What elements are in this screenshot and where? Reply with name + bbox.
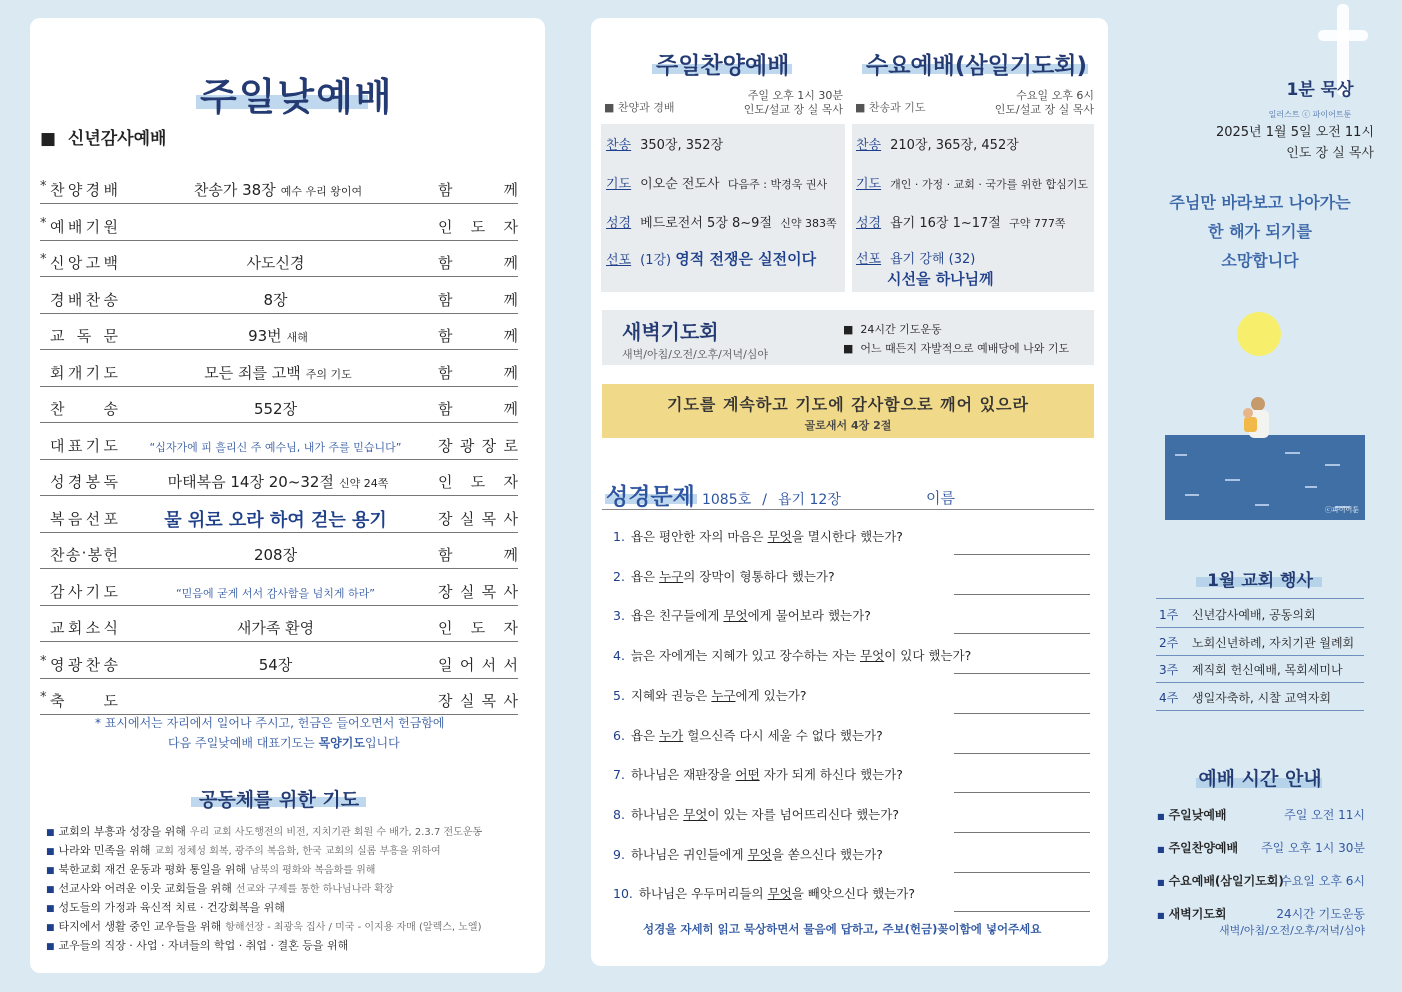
order-label: 찬 송 · 봉 헌 [50,544,118,564]
sunday-hymn: 찬송 350장, 352장 [606,138,724,153]
sunday-praise-info: 주일 오후 1시 30분 인도/설교 장 실 목사 [743,89,843,116]
prayer-item: ■ 북한교회 재건 운동과 평화 통일을 위해 남북의 평화와 복음화를 위해 [46,863,376,876]
order-content: 8장 [263,290,288,309]
answer-line[interactable] [954,911,1090,912]
wednesday-info: 수요일 오후 6시 인도/설교 장 실 목사 [994,89,1094,116]
order-row [40,359,518,387]
order-label: 예 배 기 원 [50,217,118,236]
order-label: 경 배 찬 송 [50,290,118,309]
service-date: 2025년 1월 5일 오전 11시 [1215,125,1374,140]
order-responsible: 인 도 자 [438,619,518,637]
answer-line[interactable] [954,633,1090,634]
event-row: 1주 신년감사예배, 공동의회 [1156,600,1364,628]
order-label: 찬 송 [50,400,118,418]
quiz-question: 4. 늙은 자에게는 지혜가 있고 장수하는 자는 무엇이 있다 했는가? [613,646,1090,680]
order-responsible: 함 께 [438,327,518,345]
order-content: 93번 새해 [248,327,308,345]
verse-box [602,384,1094,438]
prayer-item: ■ 나라와 민족을 위해 교회 정체성 회복, 광주의 복음화, 한국 교회의 실롬 부흥을 위하여 [46,844,441,857]
order-row [40,432,518,460]
service-name: ■ 신년감사예배 [40,129,167,149]
order-label: 대 표 기 도 [50,436,118,455]
quiz-header: 성경문제 1085호 / 욥기 12장 [606,484,841,510]
event-row: 2주 노회신년하례, 자치기관 월례회 [1156,628,1364,656]
quiz-number: 1085호 [701,492,752,508]
order-content: “믿음에 굳게 서서 감사함을 넘치게 하라” [176,586,375,600]
order-row [40,176,518,204]
order-content: 새가족 환영 [236,619,315,637]
wednesday-sermon-title: 시선을 하나님께 [887,270,994,288]
order-row [40,614,518,642]
service-leader: 인도 장 실 목사 [1286,146,1374,161]
sun-icon [1237,312,1281,356]
sunday-sermon: 선포 (1강) 영적 전쟁은 실전이다 [606,250,817,268]
answer-line[interactable] [954,753,1090,754]
worship-time-row: ■ 주일찬양예배 주일 오후 1시 30분 [1157,841,1365,855]
verse-text: 기도를 계속하고 기도에 감사함으로 깨어 있으라 [667,395,1029,414]
worship-time-row: ■ 주일낮예배 주일 오전 11시 [1157,808,1365,822]
order-responsible: 함 께 [438,254,518,272]
quiz-question: 10. 하나님은 우두머리들의 무엇을 빼앗으신다 했는가? [613,884,1090,918]
order-content: 마태복음 14장 20~32절 신약 24쪽 [167,473,389,491]
quiz-question: 3. 욥은 친구들에게 무엇에게 물어보라 했는가? [613,606,1090,640]
prayer-title: 공동체를 위한 기도 [199,789,360,811]
page-title: 주일낮예배 [200,75,394,119]
order-label: 감 사 기 도 [50,582,118,601]
order-row [40,249,518,277]
quiz-question: 8. 하나님은 무엇이 있는 자를 넘어뜨리신다 했는가? [613,805,1090,839]
answer-line[interactable] [954,713,1090,714]
order-content: “십자가에 피 흘리신 주 예수님, 내가 주를 믿습니다” [149,440,402,454]
wednesday-prayer: 기도 개인 · 가정 · 교회 · 국가를 위한 합심기도 [856,177,1088,192]
quiz-title: 성경문제 [606,484,695,510]
sunday-prayer: 기도 이오순 전도사 다음주 : 박경욱 권사 [606,177,828,192]
order-row [40,322,518,350]
wednesday-hymn: 찬송 210장, 365장, 452장 [856,138,1019,153]
wednesday-sub: ■ 찬송과 기도 [855,101,926,114]
order-responsible: 함 께 [438,363,518,382]
order-responsible: 인 도 자 [438,473,518,491]
quiz-footer: 성경을 자세히 읽고 묵상하면서 물음에 답하고, 주보(헌금)꽂이함에 넣어주세요 [643,922,1042,936]
order-row [40,213,518,241]
order-content: 54장 [258,655,293,674]
illustration-credit: 일러스트 ⓒ 파이어트툰 [1268,110,1352,119]
order-responsible: 장 실 목 사 [438,692,518,710]
order-content [120,216,436,234]
quiz-question: 2. 욥은 누구의 장막이 형통하다 했는가? [613,567,1090,601]
order-row [40,505,518,533]
order-star: * [40,690,47,705]
order-label: 신 앙 고 백 [50,254,118,272]
quiz-divider [602,509,1094,510]
answer-line[interactable] [954,872,1090,873]
order-row [40,651,518,679]
prayer-item: ■ 교회의 부흥과 성장을 위해 우리 교회 사도행전의 비전, 지치기관 회원 수 배가, 2.3.7 전도운동 [46,825,483,838]
jesus-child-figures-icon [1232,395,1278,441]
prayer-item: ■ 성도들의 가정과 육신적 치료 · 건강회복을 위해 [46,901,285,914]
prayer-item: ■ 타지에서 생활 중인 교우들을 위해 항해선장 - 최광욱 집사 / 미국 - 이지용 자매 (알렉스, 노엘) [46,920,482,933]
order-content: 사도신경 [246,254,305,272]
order-responsible: 장 광 장 로 [438,436,518,455]
order-content: 찬송가 38장 예수 우리 왕이여 [193,181,363,199]
order-label: 교 회 소 식 [50,619,118,637]
order-star: * [40,179,47,194]
verse-ref: 골로새서 4장 2절 [804,419,892,432]
prayer-item: ■ 교우들의 직장 · 사업 · 자녀들의 학업 · 취업 · 결혼 등을 위해 [46,939,349,952]
meditation-title: 1분 묵상 [1286,80,1354,100]
sunday-praise-title: 주일찬양예배 [656,53,790,79]
order-content: 552장 [253,400,298,418]
order-label: 복 음 선 포 [50,509,118,528]
order-responsible: 일 어 서 서 [438,655,518,674]
answer-line[interactable] [954,554,1090,555]
order-responsible: 함 께 [438,181,518,199]
order-row [40,578,518,606]
quiz-question: 9. 하나님은 귀인들에게 무엇을 쏟으신다 했는가? [613,845,1090,879]
dawn-prayer-title: 새벽기도회 [622,320,719,344]
service-date-block [1216,122,1374,164]
wednesday-title: 수요예배(삼일기도회) [866,53,1087,79]
next-prayer-note: 다음 주일낮예배 대표기도는 목양기도입니다 [168,736,400,750]
order-row [40,468,518,496]
order-label: 영 광 찬 송 [50,655,118,674]
order-content: 208장 [253,546,298,564]
order-row [40,687,518,715]
order-label: 축 도 [50,692,118,710]
answer-line[interactable] [954,832,1090,833]
order-content [120,690,436,708]
sunday-bible: 성경 베드로전서 5장 8~9절 신약 383쪽 [606,216,837,231]
prayer-list [46,823,482,956]
quiz-question: 5. 지혜와 권능은 누구에게 있는가? [613,686,1090,720]
dawn-prayer-sub: 새벽/아침/오전/오후/저녁/심야 [622,348,769,361]
illustration-signature: ⓒ파이어툰 [1325,506,1360,514]
meditation-message: 주님만 바라보고 나아가는 한 해가 되기를 소망합니다 [1169,193,1351,270]
wednesday-bible: 성경 욥기 16장 1~17절 구약 777쪽 [856,216,1066,231]
worship-time-row: ■ 새벽기도회 24시간 기도운동 새벽/아침/오전/오후/저녁/심야 [1157,907,1365,937]
order-content: 모든 죄를 고백 주의 기도 [204,363,352,382]
quiz-question: 6. 욥은 누가 헐으신즉 다시 세울 수 없다 했는가? [613,726,1090,760]
order-row [40,286,518,314]
quiz-book: 욥기 12장 [778,492,841,508]
answer-line[interactable] [954,673,1090,674]
quiz-question: 7. 하나님은 재판장을 어떤 자가 되게 하신다 했는가? [613,765,1090,799]
order-responsible: 함 께 [438,400,518,418]
event-row: 3주 제직회 헌신예배, 목회세미나 [1156,655,1364,683]
sunday-praise-sub: ■ 찬양과 경배 [604,101,675,114]
dawn-item-1: ■ 24시간 기도운동 [843,323,942,336]
event-row: 4주 생일자축하, 시찰 교역자회 [1156,683,1364,711]
order-content: 물 위로 오라 하여 걷는 용기 [164,509,387,531]
times-title: 예배 시간 안내 [1198,768,1322,790]
order-responsible: 함 께 [438,290,518,309]
order-responsible: 인 도 자 [438,217,518,236]
quiz-question: 1. 욥은 평안한 자의 마음은 무엇을 멸시한다 했는가? [613,527,1090,561]
order-label: 성 경 봉 독 [50,473,118,491]
order-label: 교 독 문 [50,327,118,345]
order-responsible: 함 께 [438,546,518,564]
order-row [40,395,518,423]
order-responsible: 장 실 목 사 [438,509,518,528]
dawn-item-2: ■ 어느 때든지 자발적으로 예배당에 나와 기도 [843,342,1070,355]
order-label: 회 개 기 도 [50,363,118,382]
quiz-name-label: 이름 [926,489,955,507]
answer-line[interactable] [954,792,1090,793]
order-star: * [40,252,47,267]
order-star: * [40,215,47,231]
order-row [40,541,518,569]
answer-line[interactable] [954,594,1090,595]
standing-note: * 표시에서는 자리에서 일어나 주시고, 헌금은 들어오면서 헌금함에 [95,716,445,730]
events-title: 1월 교회 행사 [1207,571,1313,591]
order-star: * [40,653,47,669]
prayer-item: ■ 선교사와 어려운 이웃 교회들을 위해 선교와 구제를 통한 하나님나라 확장 [46,882,394,895]
order-responsible: 장 실 목 사 [438,582,518,601]
events-divider [1156,598,1364,599]
order-label: 찬 양 경 배 [50,181,118,199]
worship-time-row: ■ 수요예배(삼일기도회) 수요일 오후 6시 [1157,874,1365,888]
wednesday-sermon: 선포 욥기 강해 (32) [856,252,976,267]
